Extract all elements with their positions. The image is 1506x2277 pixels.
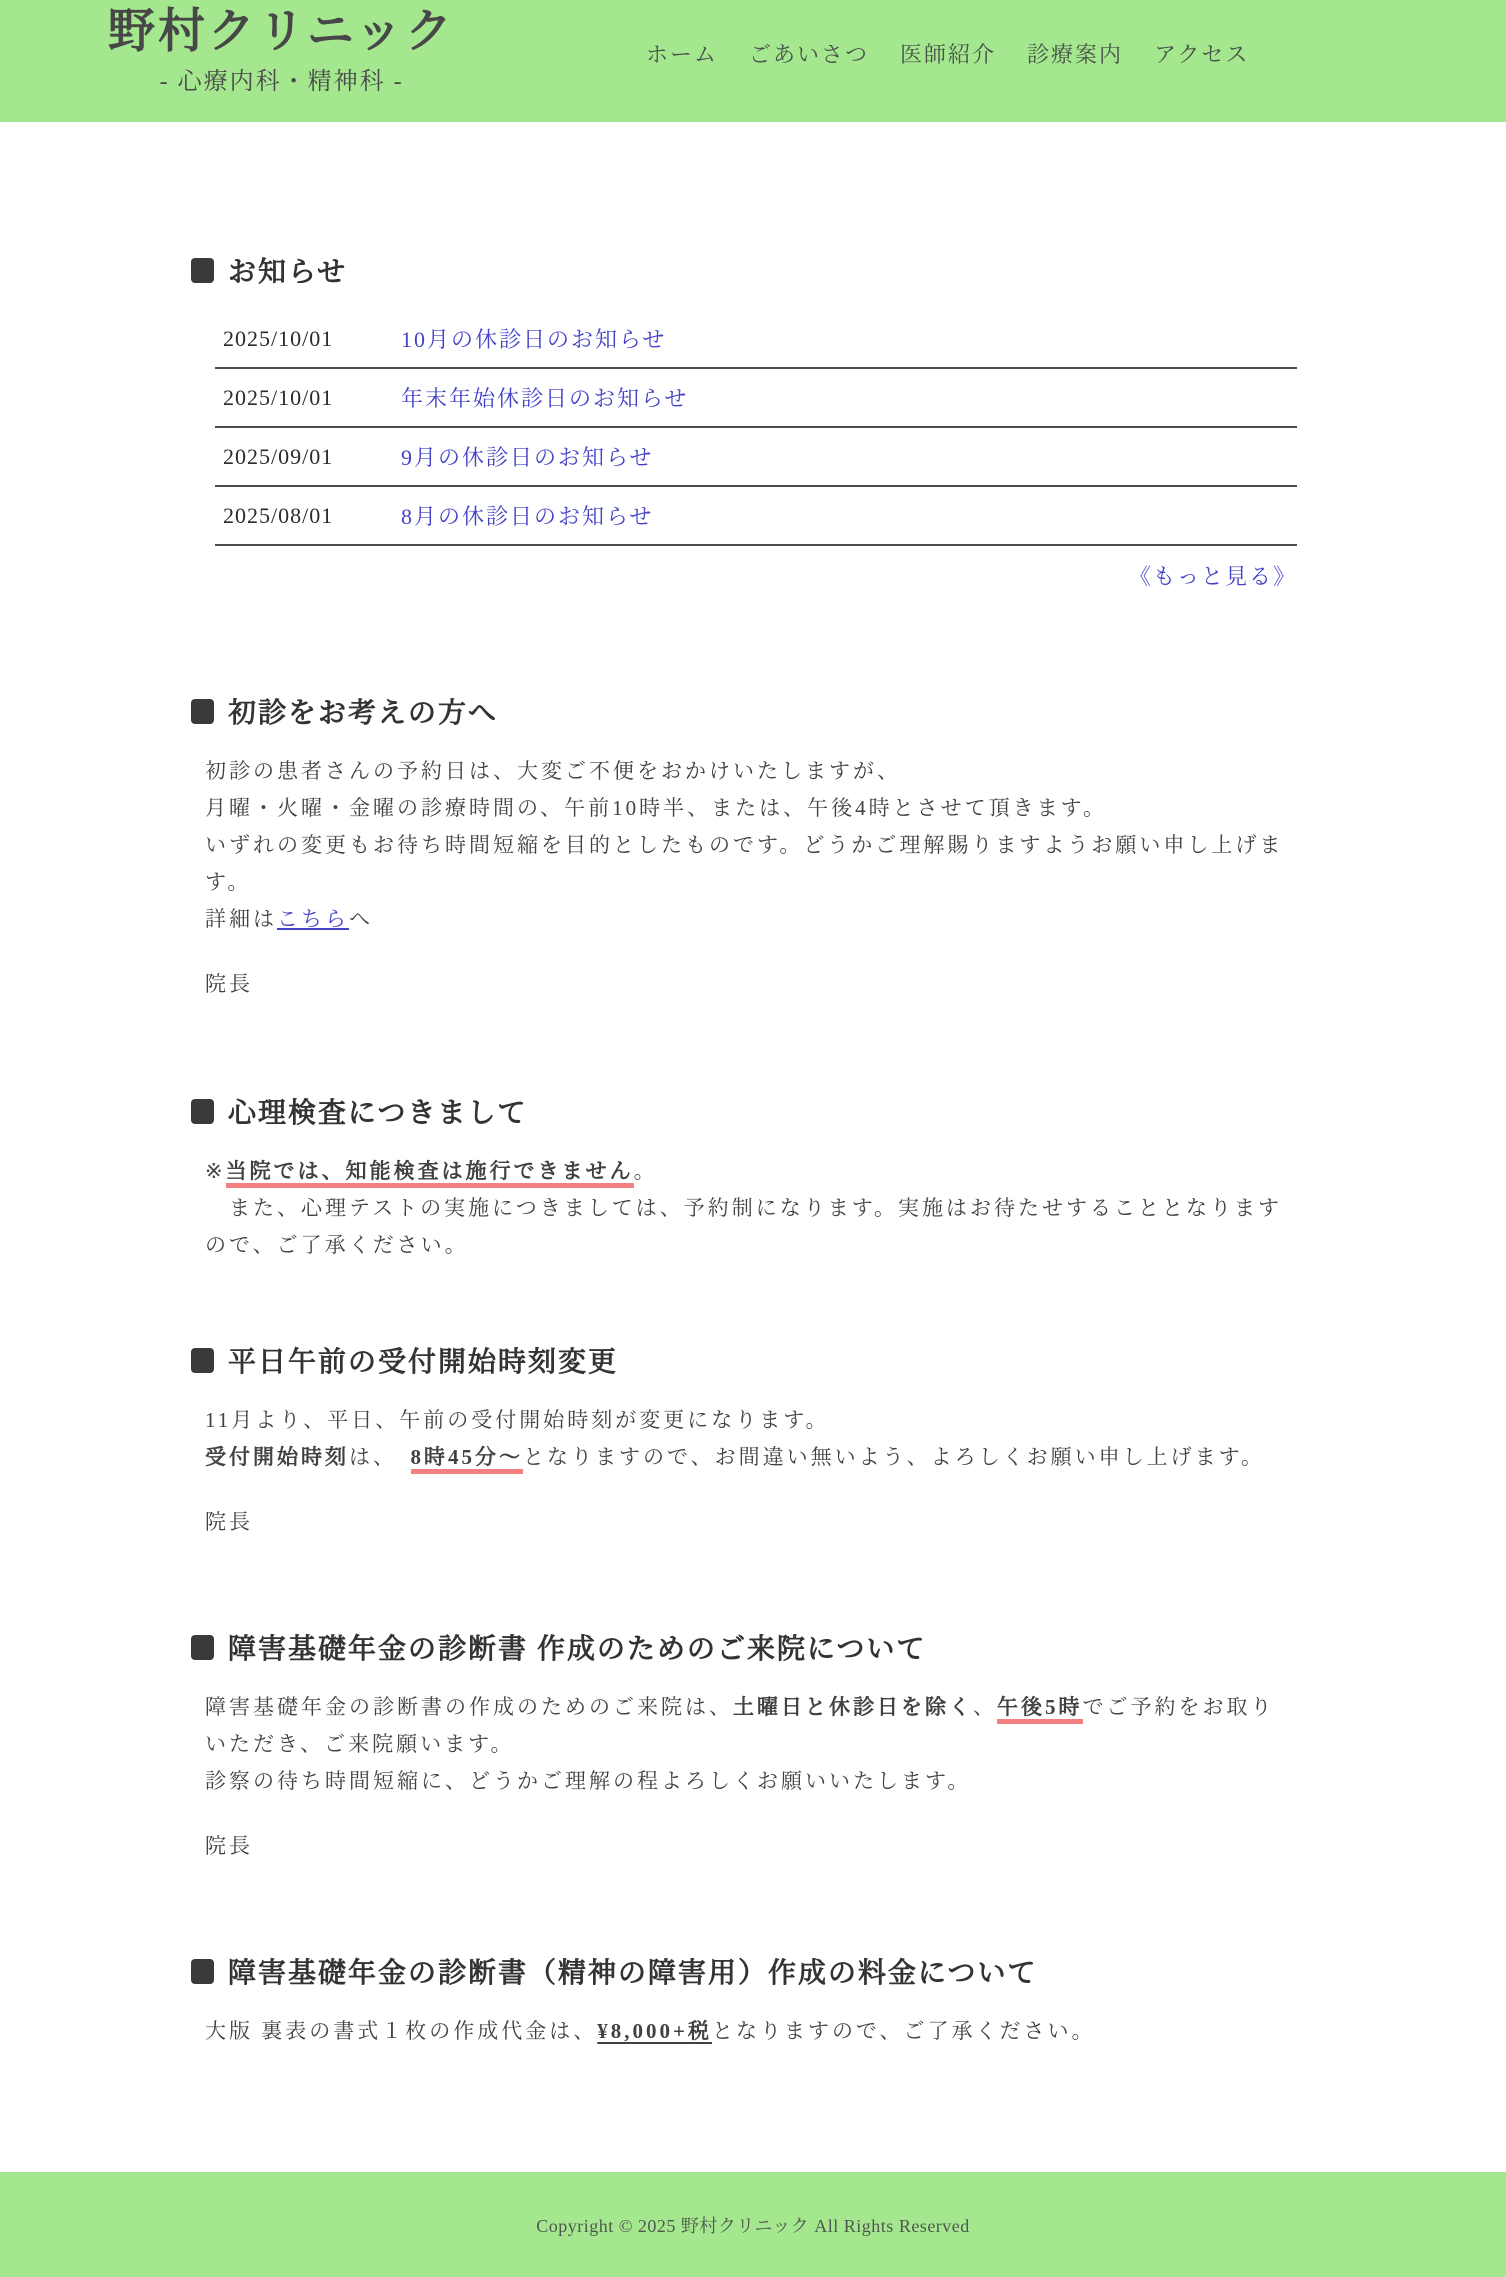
square-bullet-icon [191,1959,214,1984]
paragraph [205,1190,1297,1264]
copyright-text: Copyright © 2025 野村クリニック All Rights Reserved [536,2215,970,2236]
news-more [191,560,1297,591]
square-bullet-icon [191,1099,214,1124]
text-segment: 。 [633,1159,658,1183]
clinic-brand [108,4,455,96]
more-link[interactable]: 《もっと見る》 [1128,564,1297,589]
text-segment: ※ [205,1159,226,1183]
news-date: 2025/10/01 [223,325,334,351]
section-first-visit [191,691,1297,1003]
signature: 院長 [205,1834,253,1858]
section-body-psych-test [205,1153,1297,1264]
section-body-pension-visit [205,1689,1297,1865]
paragraph [205,790,1297,827]
section-heading-first-visit [191,691,1297,731]
signature: 院長 [205,972,253,996]
paragraph [205,753,1297,790]
section-heading-psych-test [191,1091,1297,1131]
clinic-title: 野村クリニック [108,6,456,58]
paragraph [205,1439,1297,1476]
section-body-first-visit [205,753,1297,1003]
nav-item-services[interactable]: 診療案内 [1027,42,1124,67]
nav-item-home[interactable]: ホーム [646,42,719,67]
site-header [0,0,1506,122]
main-content [0,122,1506,2050]
section-pension-fee [191,1951,1297,2050]
text-segment: となりますので、お間違い無いよう、よろしくお願い申し上げます。 [523,1445,1265,1469]
section-heading-reception-time [191,1340,1297,1380]
section-pension-visit [191,1627,1297,1865]
paragraph [205,1763,1297,1800]
section-heading-label: 心理検査につきまして [228,1098,528,1129]
paragraph [205,2013,1297,2050]
section-heading-pension-visit [191,1627,1297,1667]
text-segment: 月曜・火曜・金曜の診療時間の、午前10時半、または、午後4時とさせて頂きます。 [205,796,1107,820]
site-footer [0,2172,1506,2277]
news-link[interactable]: 年末年始休診日のお知らせ [401,386,689,411]
news-date: 2025/09/01 [223,443,334,469]
square-bullet-icon [191,699,214,724]
text-segment: 診察の待ち時間短縮に、どうかご理解の程よろしくお願いいたします。 [205,1769,972,1793]
nav-item-doctor[interactable]: 医師紹介 [900,42,997,67]
news-list [215,310,1297,546]
section-psych-test [191,1091,1297,1264]
square-bullet-icon [191,1635,214,1660]
paragraph [205,901,1297,938]
news-date: 2025/10/01 [223,384,334,410]
clinic-subtitle: - 心療内科・精神科 - [159,69,404,96]
news-row [215,487,1297,546]
details-link[interactable]: こちら [277,907,349,931]
text-segment: 障害基礎年金の診断書の作成のためのご来院は、 [205,1695,733,1719]
signature: 院長 [205,1510,253,1534]
news-row [215,428,1297,487]
main-nav [646,38,1249,69]
text-segment: また、心理テストの実施につきましては、予約制になります。実施はお待たせすることとなりますので、ご了承ください。 [205,1196,1283,1257]
text-segment: 8時45分～ [411,1445,524,1474]
sections-container [191,691,1297,2050]
text-segment: となりますので、ご了承ください。 [711,2019,1096,2043]
paragraph [205,1153,1297,1190]
text-segment: ¥8,000+税 [597,2019,712,2043]
section-body-pension-fee [205,2013,1297,2050]
paragraph [205,1689,1297,1763]
text-segment: 午後5時 [997,1695,1083,1724]
text-segment: 11月より、平日、午前の受付開始時刻が変更になります。 [205,1408,830,1432]
news-link[interactable]: 8月の休診日のお知らせ [401,504,654,529]
square-bullet-icon [191,1348,214,1373]
text-segment: へ [349,907,373,931]
news-link[interactable]: 10月の休診日のお知らせ [401,327,667,352]
news-link[interactable]: 9月の休診日のお知らせ [401,445,654,470]
text-segment: 受付開始時刻 [205,1445,349,1469]
square-bullet-icon [191,258,214,283]
nav-item-access[interactable]: アクセス [1154,42,1250,67]
text-segment: 詳細は [205,907,277,931]
section-heading-label: 障害基礎年金の診断書 作成のためのご来院について [228,1634,927,1665]
paragraph [205,827,1297,901]
section-heading-label: 初診をお考えの方へ [228,698,499,729]
text-segment: は、 [349,1445,411,1469]
section-heading-pension-fee [191,1951,1297,1991]
text-segment: でご予約をお取りいただき、ご来院願います。 [205,1695,1275,1756]
section-heading-label: 平日午前の受付開始時刻変更 [228,1347,619,1378]
section-heading-label: 障害基礎年金の診断書（精神の障害用）作成の料金について [228,1958,1038,1989]
text-segment: 初診の患者さんの予約日は、大変ご不便をおかけいたしますが、 [205,759,901,783]
news-section [191,122,1297,591]
news-row [215,310,1297,369]
news-date: 2025/08/01 [223,502,334,528]
text-segment: 、 [973,1695,997,1719]
section-reception-time [191,1340,1297,1541]
text-segment: 土曜日と休診日を除く [733,1695,973,1719]
news-heading [191,250,1297,290]
text-segment: 大版 裏表の書式１枚の作成代金は、 [205,2019,598,2043]
nav-item-greeting[interactable]: ごあいさつ [749,42,870,67]
text-segment: いずれの変更もお待ち時間短縮を目的としたものです。どうかご理解賜りますようお願い申し上げます。 [205,833,1284,894]
text-segment: 当院では、知能検査は施行できません [226,1159,634,1188]
paragraph [205,1402,1297,1439]
section-body-reception-time [205,1402,1297,1541]
news-heading-label: お知らせ [228,257,348,288]
news-row [215,369,1297,428]
